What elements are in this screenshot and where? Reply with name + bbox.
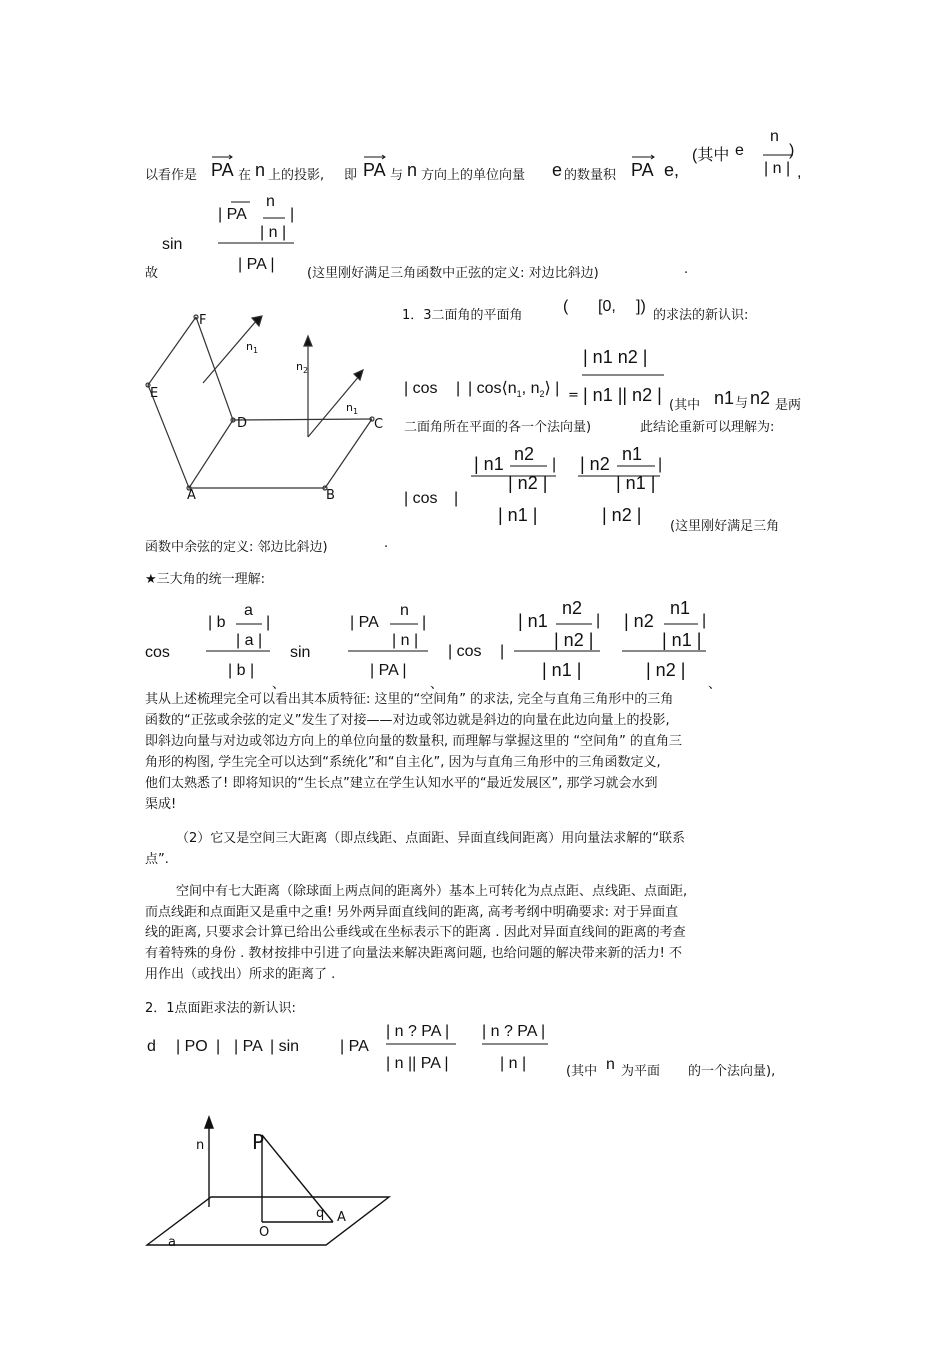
vec-n-21: n [606,1056,615,1073]
vec-e: e [552,160,563,180]
label-n: n [196,1138,205,1153]
text-cos-3: | cos [404,490,438,507]
frac-a-n1: | n1 [474,454,504,474]
text-qizhong-3: (其中 [566,1064,598,1079]
frac-den1: | n || PA | [386,1055,449,1072]
text-cos-abs: | cos [404,380,438,397]
para3-line: 空间中有七大距离（除球面上两点间的距离外）基本上可转化为点点距、点线距、点面距, [176,884,688,899]
frac-u-n1b: n1 [670,598,691,618]
frac-num2: | n ? PA | [482,1023,546,1040]
text-yu-2: 与 [735,396,749,411]
frac-absa: | a | [236,632,263,649]
label-F: F [199,313,207,328]
text-cos-angle: | $\cos⟨n_1$, $n_2⟩$ | [468,380,560,400]
frac-u-n2b: | n2 [624,611,654,631]
frac-a-absn1: | n1 | [498,505,538,525]
para3-line: 而点线距和点面距又是重中之重! 另外两异面直线间的距离, 高考考纲中明确要求: 对于异面直 [145,905,679,920]
frac-b-absn2: | n2 | [602,505,642,525]
frac-n-den: | n | [764,160,791,177]
vec-PA-21b: | PA [340,1038,369,1055]
text-cos-u: cos [145,644,170,661]
para1-line: 角形的构图, 学生完全可以达到“系统化”和“自主化”, 因为与直角三角形中的三角函数定义, [145,755,661,770]
text-sine-explain: (这里刚好满足三角函数中正弦的定义: 对边比斜边) [307,266,599,281]
text-sep-2: 、 [430,677,444,692]
label-D: D [237,416,248,431]
text-projection: 上的投影, [268,168,325,183]
text-bar-3: | [552,456,557,473]
frac-PA: | PA [218,206,247,223]
dihedral-angle-diagram [146,315,374,490]
label-B: B [326,488,335,503]
frac-absn: | n | [260,224,287,241]
para1-line: 他们太熟悉了! 即将知识的“生长点”建立在学生认知水平的“最近发展区”, 那学习就会水到 [145,776,658,791]
text-section-1-3-title2: 的求法的新认识: [653,308,749,323]
unified-title: ★三大角的统一理解: [145,572,266,587]
text-gu: 故 [145,266,159,281]
text-cos-explain: (这里刚好满足三角 [670,519,780,534]
frac-b-n1: n1 [622,444,643,464]
para1-line: 函数的“正弦或余弦的定义”发生了对接——对边或邻边就是斜边的向量在此边向量上的投影, [145,713,670,728]
text-qizhong-2: (其中 [669,398,701,413]
vec-PO: | PO [176,1038,208,1055]
text-lparen: ( [563,298,569,315]
frac-den2: | n | [500,1055,527,1072]
frac-absPA-u: | PA | [370,662,407,679]
vec-PA-21: | PA [234,1038,263,1055]
text-dot-2: . [384,536,389,551]
frac-num-n1n2: | n1 n2 | [583,347,648,367]
para2-line: 点”. [145,852,169,867]
text-bar-u2: | [422,614,427,631]
frac-absb: | b | [228,662,255,679]
vec-e-2: e, [664,160,680,180]
frac-absn-u: | n | [392,632,419,649]
text-unit-vector: 方向上的单位向量 [421,168,526,183]
text-bar-u3: | [500,643,505,660]
text-cos-u2: | cos [448,643,482,660]
text-bar-2: | [454,490,459,507]
text-bar: | [290,206,295,223]
frac-u-absn1b: | n1 | [662,630,702,650]
label-E: E [150,386,159,401]
frac-den-n1n2: | n1 || n2 | [583,385,662,405]
text-plane: 为平面 [621,1064,661,1079]
frac-PA-u: | PA [350,614,379,631]
frac-n: n [266,193,275,210]
frac-u-absn1: | n1 | [542,660,582,680]
frac-a: a [244,602,253,619]
frac-b-absn1: | n1 | [616,473,656,493]
frac-n-num: n [770,128,779,145]
para3-line: 线的距离, 只要求会计算已给出公垂线或在坐标表示下的距离 . 因此对异面直线间的距离的考查 [145,925,686,940]
frac-u-n2: n2 [562,598,583,618]
text-bar-4: | [658,456,663,473]
text-dot-product: 的数量积 [564,168,617,183]
para1-line: 即斜边向量与对边或邻边方向上的单位向量的数量积, 而理解与掌握这里的 “空间角” 的直角三 [145,734,682,749]
frac-u-absn2b: | n2 | [646,660,686,680]
vec-n1: n1 [714,388,735,408]
vec-PA: PA [211,160,234,180]
label-P: P [252,1130,265,1154]
label-n1-lower: $n_1$ [346,401,359,417]
text-sin-21: | sin [270,1038,300,1055]
label-n1-upper: $n_1$ [246,340,259,356]
text-qizhong: (其中 [692,147,730,164]
text-sep-3: 、 [708,677,722,692]
text-bar-u4: | [596,612,601,629]
text-d: d [147,1038,156,1055]
para1-line: 渠成! [145,797,177,812]
para3-line: 有着特殊的身份 . 教材按排中引进了向量法来解决距离问题, 也给问题的解决带来新的活力! 不 [145,946,683,961]
frac-num1: | n ? PA | [386,1023,450,1040]
vec-n: n [255,160,266,180]
label-q: q [316,1206,325,1221]
frac-absPA: | PA | [238,256,275,273]
vec-n-2: n [407,160,418,180]
text-as: 以看作是 [145,168,198,183]
frac-a-n2: n2 [514,444,535,464]
frac-u-absn2: | n2 | [554,630,594,650]
section-1-3-title: 1．3二面角的平面角 [402,308,523,323]
vec-e-3: e [735,142,744,159]
frac-n-u: n [400,602,409,619]
frac-b: | b [208,614,226,631]
vec-PA-3: PA [631,160,654,180]
text-eq: = [568,388,579,403]
text-normal-vectors: 二面角所在平面的各一个法向量) [404,420,592,435]
text-rparen: ) [789,142,795,159]
label-A: A [337,1210,346,1225]
frac-a-absn2: | n2 | [508,473,548,493]
label-C: C [374,417,384,432]
text-dot: . [684,262,689,277]
text-shi: 是两 [775,398,802,413]
text-normal-rest: 的一个法向量), [688,1064,776,1079]
para3-line: 用作出（或找出）所求的距离了 . [145,967,336,982]
label-alpha: a [168,1235,176,1250]
para2-line: （2）它又是空间三大距离（即点线距、点面距、异面直线间距离）用向量法求解的“联系 [176,831,686,846]
text-bar-21: | [216,1038,221,1055]
text-yu: 与 [390,168,404,183]
text-bar-u5: | [702,612,707,629]
vec-PA-2: PA [363,160,386,180]
text-cos-explain-2: 函数中余弦的定义: 邻边比斜边) [145,540,328,555]
frac-u-n1: | n1 [518,611,548,631]
text-sin: sin [162,236,183,253]
text-rbracket: ]) [636,298,646,315]
text-comma: , [797,164,802,181]
text-ji: 即 [344,168,358,183]
text-bar: | [456,380,461,397]
text-zai: 在 [238,168,252,183]
text-reinterpret: 此结论重新可以理解为: [640,420,775,435]
text-sin-u: sin [290,644,311,661]
label-n2: $n_2$ [296,360,309,376]
section-2-1-title: 2．1点面距求法的新认识: [145,1001,296,1016]
label-O: O [259,1225,270,1240]
label-A: A [187,488,196,503]
frac-b-n2: | n2 [580,454,610,474]
text-range: [0, [598,298,616,315]
para1-line: 其从上述梳理完全可以看出其本质特征: 这里的“空间角” 的求法, 完全与直角三角形中的三角 [145,692,674,707]
text-bar-u1: | [266,614,271,631]
vec-n2: n2 [750,388,771,408]
text-sep-1: 、 [272,677,286,692]
